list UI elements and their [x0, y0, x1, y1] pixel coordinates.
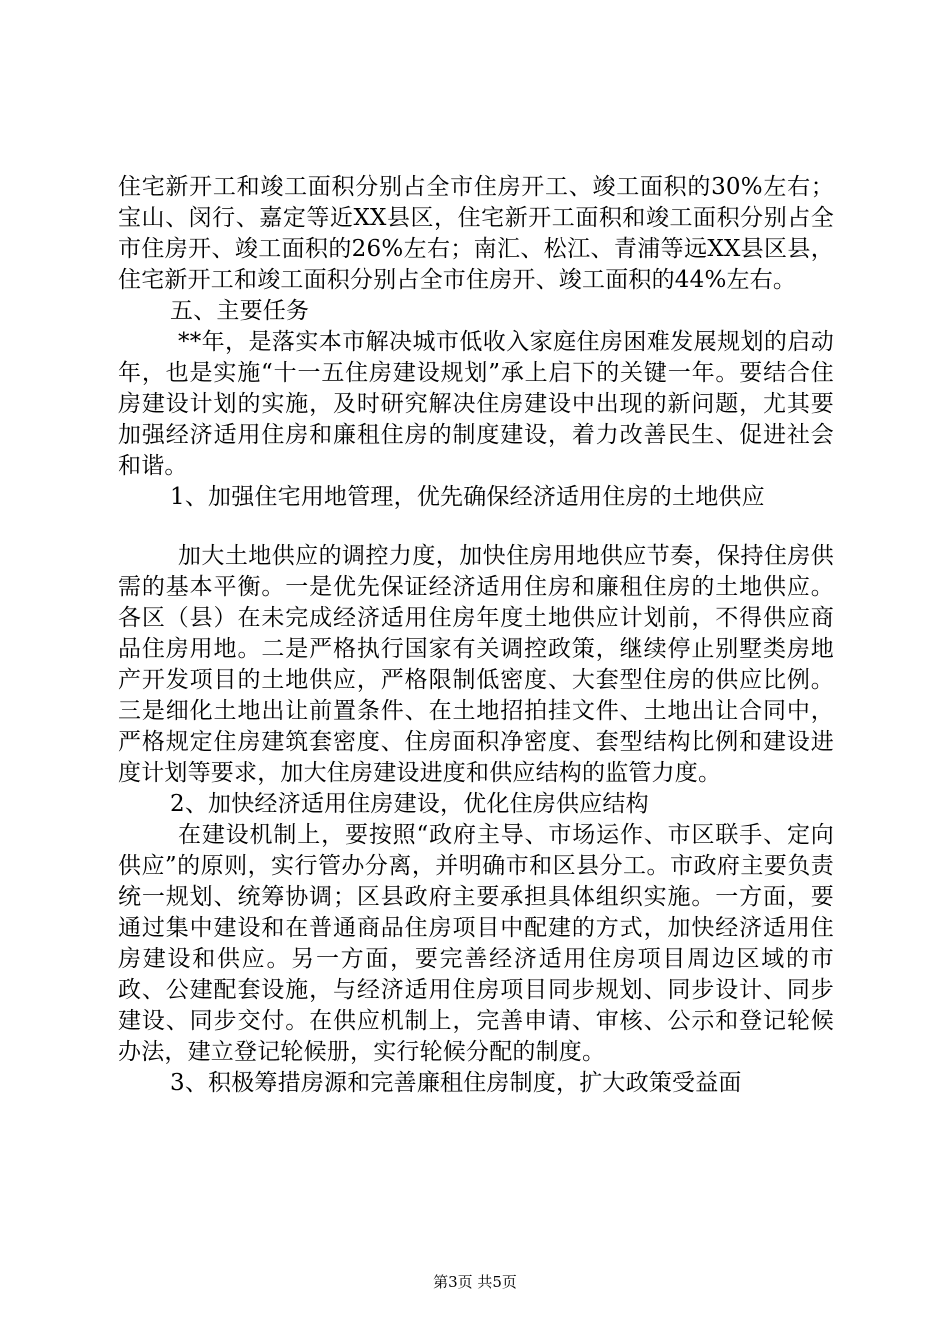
paragraph-affordable-housing: 在建设机制上，要按照“政府主导、市场运作、市区联手、定向供应”的原则，实行管办分离，并明确市和区县分工。市政府主要负责统一规划、统筹协调；区县政府主要承担具体组织实施。一方面，要通过集中建设和在普通商品住房项目中配建的方式，加快经济适用住房建设和供应。另一方面，要完善经济适用住房项目周边区域的市政、公建配套设施，与经济适用住房项目同步规划、同步设计、同步建设、同步交付。在供应机制上，完善申请、审核、公示和登记轮候办法，建立登记轮候册，实行轮候分配的制度。 [118, 822, 834, 1065]
paragraph-intro: **年，是落实本市解决城市低收入家庭住房困难发展规划的启动年，也是实施“十一五住房建设规划”承上启下的关键一年。要结合住房建设计划的实施，及时研究解决住房建设中出现的新问题，尤其要加强经济适用住房和廉租住房的制度建设，着力改善民生、促进社会和谐。 [118, 329, 834, 479]
section-heading-main-tasks: 五、主要任务 [170, 298, 310, 324]
document-body [118, 172, 834, 1099]
paragraph-land-supply: 加大土地供应的调控力度，加快住房用地供应节奏，保持住房供需的基本平衡。一是优先保证经济适用住房和廉租住房的土地供应。各区（县）在未完成经济适用住房年度土地供应计划前，不得供应商品住房用地。二是严格执行国家有关调控政策，继续停止别墅类房地产开发项目的土地供应，严格限制低密度、大套型住房的供应比例。三是细化土地出让前置条件、在土地招拍挂文件、土地出让合同中，严格规定住房建筑套密度、住房面积净密度、套型结构比例和建设进度计划等要求，加大住房建设进度和供应结构的监管力度。 [118, 543, 834, 786]
subheading-low-rent-housing: 3、积极筹措房源和完善廉租住房制度，扩大政策受益面 [170, 1070, 742, 1096]
paragraph-continuation: 住宅新开工和竣工面积分别占全市住房开工、竣工面积的30%左右；宝山、闵行、嘉定等近XX县区，住宅新开工面积和竣工面积分别占全市住房开、竣工面积的26%左右；南汇、松江、青浦等远XX县区县，住宅新开工和竣工面积分别占全市住房开、竣工面积的44%左右。 [118, 174, 834, 293]
subheading-affordable-housing: 2、加快经济适用住房建设，优化住房供应结构 [170, 791, 649, 817]
page-number-footer: 第3页 共5页 [433, 1273, 517, 1291]
subheading-land-supply: 1、加强住宅用地管理，优先确保经济适用住房的土地供应 [170, 484, 765, 510]
